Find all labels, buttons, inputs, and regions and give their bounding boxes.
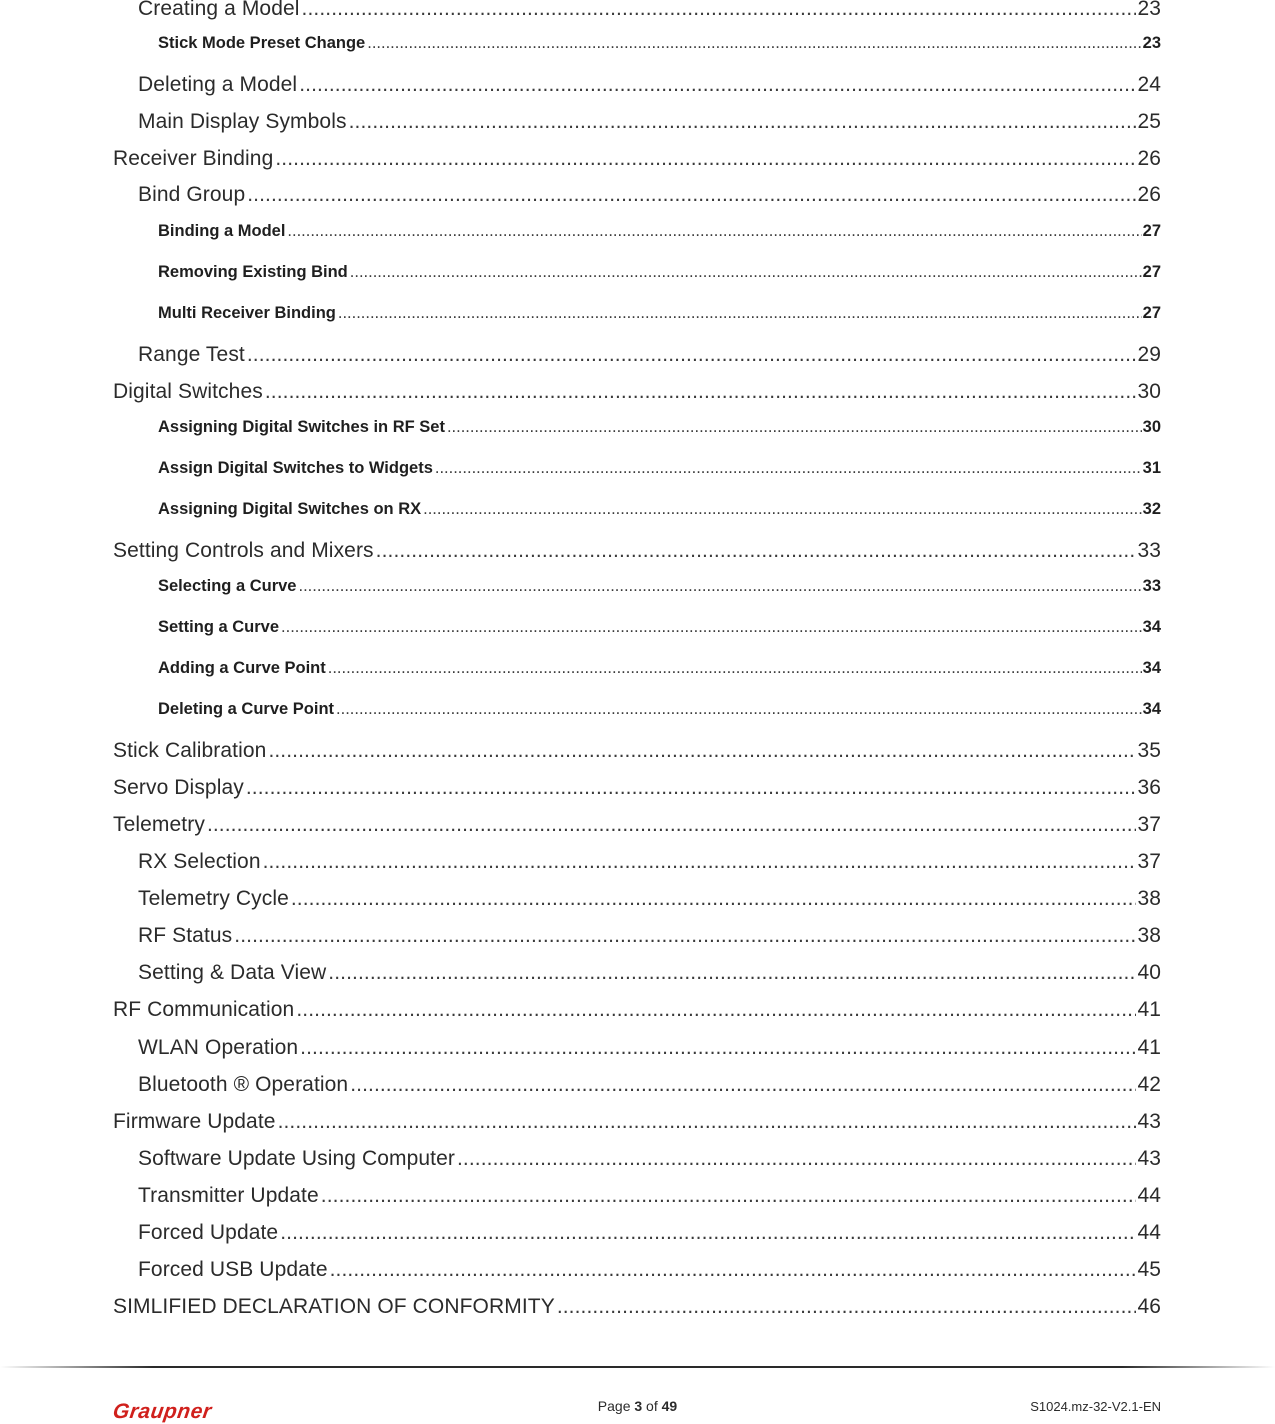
toc-entry-page: 23 [1142, 34, 1161, 52]
toc-leader-dots [457, 1147, 1136, 1171]
page-total: 49 [661, 1398, 678, 1414]
toc-leader-dots [423, 500, 1142, 519]
toc-entry-title: Telemetry [113, 813, 205, 836]
toc-entry[interactable] [138, 110, 1161, 134]
toc-entry-title: Adding a Curve Point [158, 659, 326, 677]
toc-entry-title: Setting a Curve [158, 618, 280, 636]
toc-entry-page: 36 [1137, 776, 1161, 799]
toc-leader-dots [281, 618, 1142, 637]
toc-leader-dots [207, 813, 1137, 837]
toc-entry[interactable] [158, 659, 1161, 678]
toc-leader-dots [447, 418, 1142, 437]
toc-leader-dots [557, 1295, 1137, 1319]
toc-entry-title: Software Update Using Computer [138, 1147, 455, 1170]
toc-entry-title: Deleting a Curve Point [158, 700, 335, 718]
toc-entry-title: Bluetooth ® Operation [138, 1073, 349, 1096]
toc-entry[interactable] [138, 961, 1161, 985]
toc-leader-dots [246, 776, 1137, 800]
toc-entry-title: Receiver Binding [113, 147, 274, 170]
toc-entry[interactable] [138, 1147, 1161, 1171]
toc-entry-page: 26 [1137, 183, 1161, 206]
toc-leader-dots [435, 459, 1142, 478]
toc-entry[interactable] [158, 34, 1161, 53]
toc-entry-page: 32 [1142, 500, 1161, 518]
toc-entry-page: 31 [1142, 459, 1161, 477]
toc-entry-page: 30 [1142, 418, 1161, 436]
footer-divider [0, 1366, 1275, 1368]
toc-entry-title: Assigning Digital Switches on RX [158, 500, 422, 518]
toc-leader-dots [278, 1110, 1137, 1134]
toc-leader-dots [367, 34, 1141, 53]
toc-entry-title: RF Status [138, 924, 233, 947]
toc-entry[interactable] [138, 1221, 1161, 1245]
toc-entry-title: Main Display Symbols [138, 110, 347, 133]
toc-entry-page: 30 [1137, 380, 1161, 403]
toc-entry-title: Binding a Model [158, 222, 286, 240]
toc-entry-page: 38 [1137, 887, 1161, 910]
toc-leader-dots [280, 1221, 1136, 1245]
graupner-logo: Graupner [111, 1400, 214, 1423]
toc-entry-title: Multi Receiver Binding [158, 304, 336, 322]
toc-entry[interactable] [113, 147, 1161, 171]
toc-entry[interactable] [158, 500, 1161, 519]
toc-entry-page: 34 [1142, 659, 1161, 677]
toc-leader-dots [330, 1258, 1137, 1282]
toc-entry-page: 33 [1142, 577, 1161, 595]
page-current: 3 [634, 1398, 643, 1414]
toc-leader-dots [321, 1184, 1137, 1208]
toc-leader-dots [287, 222, 1141, 241]
toc-entry-page: 33 [1137, 539, 1161, 562]
toc-entry-title: Stick Mode Preset Change [158, 34, 366, 52]
toc-entry-page: 34 [1142, 700, 1161, 718]
toc-entry[interactable] [113, 1110, 1161, 1134]
toc-leader-dots [275, 147, 1136, 171]
toc-entry-page: 41 [1137, 1036, 1161, 1059]
toc-leader-dots [350, 263, 1142, 282]
toc-leader-dots [263, 850, 1137, 874]
toc-leader-dots [376, 539, 1137, 563]
toc-entry[interactable] [113, 539, 1161, 563]
toc-entry[interactable] [138, 850, 1161, 874]
toc-entry-title: WLAN Operation [138, 1036, 299, 1059]
toc-entry[interactable] [138, 887, 1161, 911]
toc-leader-dots [349, 110, 1137, 134]
toc-entry-page: 43 [1137, 1110, 1161, 1133]
toc-entry[interactable] [138, 0, 1161, 21]
toc-entry-title: Assign Digital Switches to Widgets [158, 459, 433, 477]
toc-entry-page: 38 [1137, 924, 1161, 947]
toc-leader-dots [336, 700, 1142, 719]
toc-entry-page: 23 [1137, 0, 1161, 20]
toc-entry-page: 44 [1137, 1221, 1161, 1244]
toc-entry-page: 37 [1137, 850, 1161, 873]
toc-entry-title: SIMLIFIED DECLARATION OF CONFORMITY [113, 1295, 555, 1318]
toc-entry-title: Assigning Digital Switches in RF Set [158, 418, 445, 436]
toc-entry-title: Selecting a Curve [158, 577, 297, 595]
toc-leader-dots [350, 1073, 1136, 1097]
toc-entry-title: Firmware Update [113, 1110, 276, 1133]
toc-entry-page: 25 [1137, 110, 1161, 133]
toc-entry[interactable] [158, 222, 1161, 241]
toc-entry[interactable] [113, 1295, 1161, 1319]
toc-entry-page: 27 [1142, 304, 1161, 322]
toc-entry[interactable] [158, 263, 1161, 282]
toc-entry-title: Digital Switches [113, 380, 263, 403]
toc-leader-dots [296, 998, 1136, 1022]
toc-entry[interactable] [158, 700, 1161, 719]
toc-leader-dots [247, 343, 1137, 367]
toc-entry-title: Transmitter Update [138, 1184, 319, 1207]
toc-entry-title: Forced USB Update [138, 1258, 328, 1281]
toc-entry[interactable] [158, 418, 1161, 437]
toc-entry-title: Stick Calibration [113, 739, 267, 762]
toc-entry-page: 34 [1142, 618, 1161, 636]
toc-entry-title: Setting Controls and Mixers [113, 539, 374, 562]
document-code: S1024.mz-32-V2.1-EN [1030, 1399, 1161, 1414]
page-prefix: Page [597, 1398, 635, 1414]
toc-entry-page: 24 [1137, 73, 1161, 96]
toc-entry[interactable] [138, 73, 1161, 97]
toc-entry[interactable] [138, 1036, 1161, 1060]
toc-entry[interactable] [138, 1184, 1161, 1208]
toc-entry-page: 35 [1137, 739, 1161, 762]
toc-entry[interactable] [158, 459, 1161, 478]
toc-entry[interactable] [113, 776, 1161, 800]
toc-leader-dots [247, 183, 1136, 207]
toc-entry-page: 46 [1137, 1295, 1161, 1318]
toc-leader-dots [300, 1036, 1136, 1060]
toc-leader-dots [302, 0, 1137, 21]
toc-entry[interactable] [113, 998, 1161, 1022]
page-of: of [642, 1398, 662, 1414]
toc-entry[interactable] [158, 304, 1161, 323]
toc-entry[interactable] [138, 924, 1161, 948]
toc-entry-title: Telemetry Cycle [138, 887, 289, 910]
toc-leader-dots [268, 739, 1136, 763]
toc-entry[interactable] [158, 577, 1161, 596]
toc-entry-page: 37 [1137, 813, 1161, 836]
toc-entry-title: Bind Group [138, 183, 246, 206]
toc-entry-page: 26 [1137, 147, 1161, 170]
toc-leader-dots [298, 577, 1141, 596]
toc-entry-title: RX Selection [138, 850, 261, 873]
toc-entry-title: Setting & Data View [138, 961, 327, 984]
toc-entry-page: 42 [1137, 1073, 1161, 1096]
toc-entry-page: 43 [1137, 1147, 1161, 1170]
toc-entry[interactable] [138, 1073, 1161, 1097]
toc-leader-dots [338, 304, 1142, 323]
toc-leader-dots [234, 924, 1136, 948]
toc-entry[interactable] [113, 739, 1161, 763]
toc-entry-page: 27 [1142, 263, 1161, 281]
toc-entry-page: 27 [1142, 222, 1161, 240]
toc-leader-dots [265, 380, 1137, 404]
toc-leader-dots [291, 887, 1137, 911]
toc-entry-page: 44 [1137, 1184, 1161, 1207]
toc-entry-title: Servo Display [113, 776, 244, 799]
toc-leader-dots [328, 659, 1142, 678]
toc-entry-title: Forced Update [138, 1221, 279, 1244]
toc-entry-title: Range Test [138, 343, 245, 366]
toc-entry[interactable] [138, 343, 1161, 367]
toc-entry-title: RF Communication [113, 998, 295, 1021]
toc-entry-page: 45 [1137, 1258, 1161, 1281]
toc-entry-page: 29 [1137, 343, 1161, 366]
toc-entry[interactable] [138, 183, 1161, 207]
toc-leader-dots [328, 961, 1136, 985]
toc-entry[interactable] [158, 618, 1161, 637]
toc-entry-title: Creating a Model [138, 0, 300, 20]
toc-entry[interactable] [113, 813, 1161, 837]
toc-entry[interactable] [113, 380, 1161, 404]
toc-entry-title: Deleting a Model [138, 73, 298, 96]
toc-entry-title: Removing Existing Bind [158, 263, 348, 281]
toc-entry-page: 41 [1137, 998, 1161, 1021]
toc-entry-page: 40 [1137, 961, 1161, 984]
toc-leader-dots [299, 73, 1136, 97]
toc-entry[interactable] [138, 1258, 1161, 1282]
